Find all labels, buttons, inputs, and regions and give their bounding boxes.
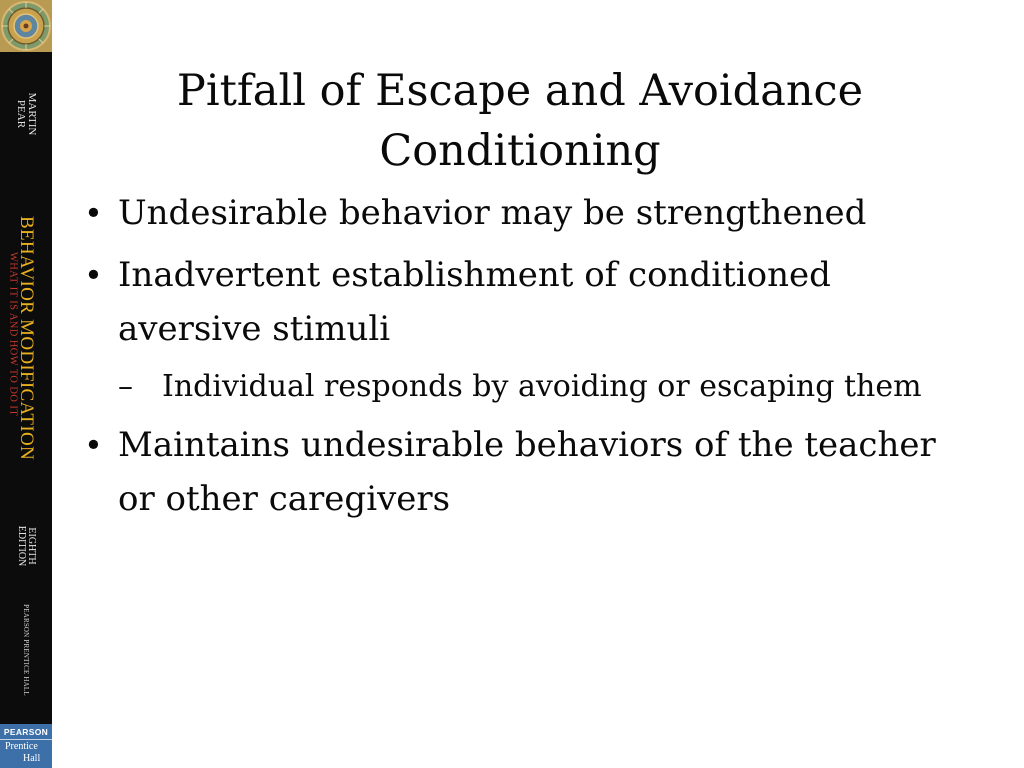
logo-line: Prentice: [5, 741, 38, 752]
slide-title-line: Pitfall of Escape and Avoidance: [176, 65, 864, 116]
book-spine: [0, 0, 52, 768]
sub-bullet-group: [80, 364, 980, 410]
book-subtitle: WHAT IT IS AND HOW TO DO IT: [7, 251, 19, 417]
author-names: [15, 93, 37, 136]
bullet-item: [80, 418, 980, 526]
sub-bullet-list: [80, 364, 980, 410]
slide-title: [80, 61, 960, 181]
logo-line: Hall: [23, 753, 41, 764]
bullet-icon: •: [84, 256, 103, 294]
circular-ornament-icon: [0, 0, 52, 52]
dash-icon: –: [118, 369, 133, 404]
bullet-text: Maintains undesirable behaviors of the teacher or other caregivers: [118, 425, 936, 519]
bullet-icon: •: [84, 426, 103, 464]
bullet-list: [80, 186, 980, 534]
bullet-item: [80, 248, 980, 356]
author-name: MARTIN: [26, 92, 38, 136]
edition-line: EDITION: [16, 525, 27, 567]
bullet-item: [80, 186, 980, 240]
bullet-text: Inadvertent establishment of conditioned aversive stimuli: [118, 255, 831, 349]
bullet-text: Undesirable behavior may be strengthened: [118, 193, 867, 233]
edition-label: [16, 526, 36, 567]
sub-bullet-text: Individual responds by avoiding or escaping them: [162, 369, 922, 404]
book-title: BEHAVIOR MODIFICATION: [16, 216, 37, 460]
publisher-name: PEARSON PRENTICE HALL: [22, 604, 30, 696]
pearson-logo: [0, 724, 52, 768]
edition-line: EIGHTH: [26, 527, 37, 565]
author-name: PEAR: [15, 99, 27, 129]
bullet-icon: •: [84, 194, 103, 232]
sub-bullet-item: [118, 364, 980, 410]
slide-title-line: Conditioning: [379, 125, 661, 176]
pearson-brand: PEARSON: [0, 727, 52, 740]
